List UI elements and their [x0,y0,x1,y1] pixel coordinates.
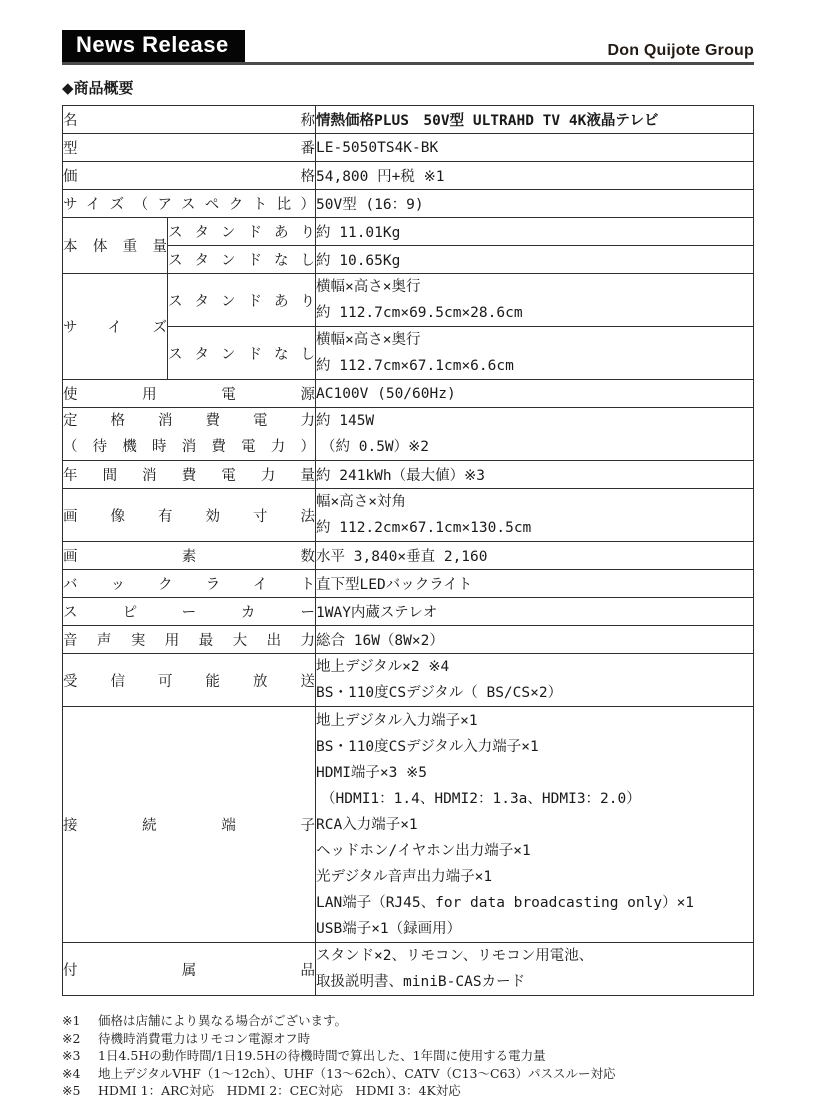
row-weight-with-stand [63,218,754,246]
footnote [62,1047,754,1065]
row-dimensions-with-stand [63,274,754,327]
spec-label: 画素数 [63,542,316,570]
spec-sublabel: スタンドあり [168,218,316,246]
label-line: （待機時消費電力） [63,439,315,455]
spec-value [316,943,754,996]
spec-label: 型番 [63,134,316,162]
spec-label: サイズ（アスペクト比） [63,190,316,218]
value-line: （HDMI1：1.4、HDMI2：1.3a、HDMI3：2.0） [321,790,641,807]
footnote-mark: ※1 [62,1013,81,1028]
spec-label: スピーカー [63,598,316,626]
spec-value: 直下型LEDバックライト [316,570,754,598]
value-line: HDMI端子×3 ※5 [316,764,427,781]
value-line: 約 112.7cm×69.5cm×28.6cm [316,305,523,321]
row-effective-image-size [63,489,754,542]
spec-value [316,327,754,380]
company-name: Don Quijote Group [607,42,754,59]
footnote-text: 価格は店舗により異なる場合がございます。 [98,1013,348,1028]
row-accessories [63,943,754,996]
spec-label: 受信可能放送 [63,654,316,707]
spec-value [316,408,754,461]
spec-value: 約 241kWh（最大値）※3 [316,461,754,489]
value-line: RCA入力端子×1 [316,816,418,833]
value-line: 横幅×高さ×奥行 [316,279,421,295]
spec-value [316,707,754,943]
row-backlight [63,570,754,598]
spec-value: 総合 16W（8W×2） [316,626,754,654]
spec-sublabel: スタンドなし [168,246,316,274]
spec-label: 名称 [63,106,316,134]
row-product-name [63,106,754,134]
spec-label: サイズ [63,274,168,380]
row-pixel-count [63,542,754,570]
spec-value: 50V型 (16：9) [316,190,754,218]
spec-value: 約 11.01Kg [316,218,754,246]
value-line: 約 112.2cm×67.1cm×130.5cm [316,520,532,536]
value-line: USB端子×1（録画用） [316,920,462,937]
spec-value [316,274,754,327]
masthead [62,30,754,65]
spec-value [316,489,754,542]
spec-label: 付属品 [63,943,316,996]
value-line: 地上デジタル×2 ※4 [316,659,450,675]
value-line: 取扱説明書、miniB-CASカード [316,974,526,990]
row-speaker [63,598,754,626]
value-line: ヘッドホン/イヤホン出力端子×1 [316,842,531,859]
value-line: 約 112.7cm×67.1cm×6.6cm [316,358,514,374]
spec-label: 年間消費電力量 [63,461,316,489]
spec-sublabel: スタンドあり [168,274,316,327]
row-size-aspect [63,190,754,218]
section-title: ◆商品概要 [62,79,134,97]
value-line: LAN端子（RJ45、for data broadcasting only）×1 [316,894,695,911]
row-model-number [63,134,754,162]
label-line: 定格消費電力 [63,413,315,429]
footnotes [62,1012,754,1100]
spec-sublabel: スタンドなし [168,327,316,380]
spec-label: 音声実用最大出力 [63,626,316,654]
spec-value [316,654,754,707]
value-line: 約 145W [316,413,375,429]
footnote-mark: ※5 [62,1083,81,1098]
row-receivable-broadcasts [63,654,754,707]
footnote [62,1012,754,1030]
spec-value: LE-5050TS4K-BK [316,134,754,162]
footnote-mark: ※2 [62,1030,81,1046]
spec-label: 画像有効寸法 [63,489,316,542]
value-line: スタンド×2、リモコン、リモコン用電池、 [316,948,594,964]
spec-table [62,105,754,996]
spec-value: 情熱価格PLUS 50V型 ULTRAHD TV 4K液晶テレビ [316,106,754,134]
row-price [63,162,754,190]
value-line: 地上デジタル入力端子×1 [316,712,478,729]
value-line: （約 0.5W）※2 [321,439,430,455]
value-line: 光デジタル音声出力端子×1 [316,868,493,885]
row-connection-terminals [63,707,754,943]
footnote [62,1065,754,1083]
footnote [62,1030,754,1048]
spec-label: バックライト [63,570,316,598]
spec-value: 約 10.65Kg [316,246,754,274]
footnote-text: 待機時消費電力はリモコン電源オフ時 [98,1030,311,1046]
spec-label: 使用電源 [63,380,316,408]
spec-value: 54,800 円+税 ※1 [316,162,754,190]
row-audio-output [63,626,754,654]
value-line: BS・110度CSデジタル入力端子×1 [316,738,539,755]
footnote-text: HDMI 1：ARC対応 HDMI 2：CEC対応 HDMI 3：4K対応 [98,1083,461,1098]
document-body [62,30,754,1100]
footnote-mark: ※4 [62,1065,81,1081]
spec-label [63,408,316,461]
value-line: 幅×高さ×対角 [316,494,406,510]
news-release-banner: News Release [62,30,245,62]
spec-value: AC100V (50/60Hz) [316,380,754,408]
spec-label: 本体重量 [63,218,168,274]
row-annual-power [63,461,754,489]
spec-value: 1WAY内蔵ステレオ [316,598,754,626]
footnote-text: 地上デジタルVHF（1〜12ch）、UHF（13〜62ch）、CATV（C13〜C63）パススルー対応 [98,1065,616,1081]
spec-value: 水平 3,840×垂直 2,160 [316,542,754,570]
row-rated-power [63,408,754,461]
spec-label: 接続端子 [63,707,316,943]
footnote [62,1082,754,1100]
spec-label: 価格 [63,162,316,190]
footnote-text: 1日4.5Hの動作時間/1日19.5Hの待機時間で算出した、1年間に使用する電力量 [98,1048,546,1063]
footnote-mark: ※3 [62,1048,81,1063]
value-line: 横幅×高さ×奥行 [316,332,421,348]
row-power-source [63,380,754,408]
value-line: BS・110度CSデジタル（ BS/CS×2） [316,685,563,701]
